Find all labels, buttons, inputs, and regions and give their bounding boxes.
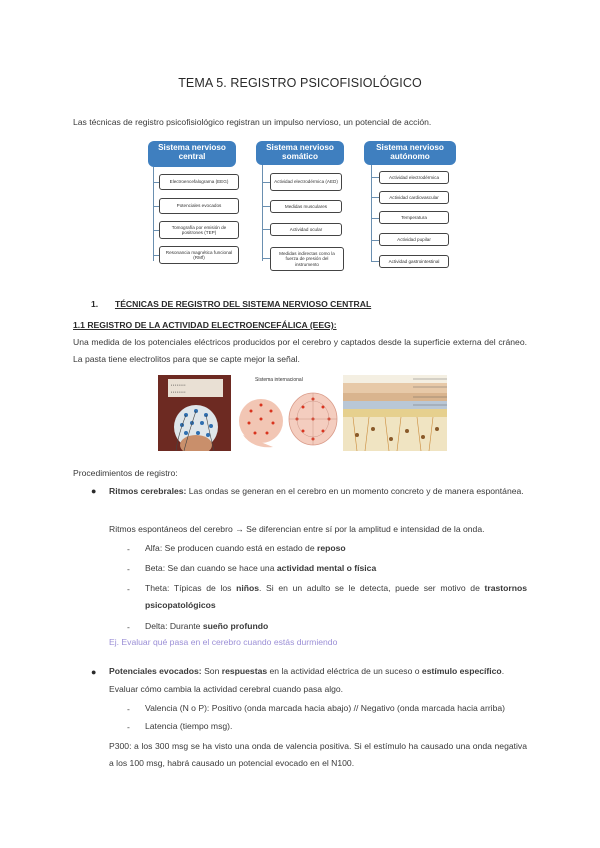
section-number: 1. [91,299,99,309]
diagram-box: Tomografía por emisión de positrones (TEP) [159,221,239,239]
section-title: TÉCNICAS DE REGISTRO DEL SISTEMA NERVIOSO CENTRAL [114,299,372,309]
dash-icon: - [127,704,130,714]
diagram-box: Medidas indirectas como la fuerza de presión del instrumento [270,247,344,271]
column-head-central: Sistema nervioso central [148,141,236,167]
p300-paragraph: P300: a los 300 msg se ha visto una onda de valencia positiva. Si el estímulo ha causado una onda negativa a los 100 msg, habrá causado un potencial evocado en el N100. [109,741,527,768]
diagram-box: Actividad gastrointestinal [379,255,449,268]
ritmos-text: Las ondas se generan en el cerebro en un momento concreto y de manera espontánea. [188,486,524,496]
scalp-electrode-diagram [233,375,341,451]
ritmo-delta: Delta: Durante sueño profundo [145,621,269,631]
dash-icon: - [127,544,130,554]
diagram-box: Potenciales evocados [159,198,239,214]
ritmo-theta: Theta: Típicas de los niños. Si en un adulto se le detecta, puede ser motivo de trastornos psicopatológicos [145,583,527,610]
cortex-layers-diagram [343,375,447,451]
diagram-box: Actividad cardiovascular [379,191,449,204]
valencia-item: Valencia (N o P): Positivo (onda marcada hacia abajo) // Negativo (onda marcada hacia arriba) [145,703,506,713]
diagram-box: Actividad pupilar [379,233,449,246]
procedures-label: Procedimientos de registro: [73,468,178,478]
bullet-icon: ● [91,667,97,677]
diagram-box: Actividad electrodérmica (AED) [270,173,342,191]
column-head-autonomic: Sistema nervioso autónomo [364,141,456,165]
bullet-icon: ● [91,486,97,496]
ritmos-note: Ritmos espontáneos del cerebro → Se diferencian entre sí por la amplitud e intensidad de la onda. [109,524,485,534]
example-note: Ej. Evaluar qué pasa en el cerebro cuando estás durmiendo [109,637,338,647]
intro-text: Las técnicas de registro psicofisiológico registran un impulso nervioso, un potencial de acción. [73,117,432,127]
scalp-diagram-caption: Sistema internacional [255,377,303,383]
ritmo-alfa: Alfa: Se producen cuando está en estado de reposo [145,543,346,553]
cortex-illustration [343,375,447,451]
ritmos-label: Ritmos cerebrales: [109,486,187,496]
eeg-cap-photo [158,375,231,451]
diagram-box: Actividad electrodérmica [379,171,449,184]
potenciales-paragraph: Potenciales evocados: Son respuestas en la actividad eléctrica de un suceso o estímulo específico. [109,666,505,676]
dash-icon: - [127,722,130,732]
diagram-box: Resonancia magnética funcional (RMf) [159,246,239,264]
dash-icon: - [127,564,130,574]
section-heading [91,299,371,309]
column-head-somatic: Sistema nervioso somático [256,141,344,165]
ritmo-beta: Beta: Se dan cuando se hace una actividad mental o física [145,563,377,573]
eeg-definition: Una medida de los potenciales eléctricos producidos por el cerebro y captados desde la superficie externa del cráneo. La pasta tiene electrolitos para que se capte mejor la señal. [73,337,527,364]
diagram-box: Temperatura [379,211,449,224]
diagram-box: Medidas musculares [270,200,342,213]
eeg-cap-illustration [158,375,231,451]
scalp-illustration [233,375,341,451]
svg-text:▪ ▪ ▪ ▪ ▪ ▪ ▪ ▪: ▪ ▪ ▪ ▪ ▪ ▪ ▪ ▪ [171,383,186,387]
subsection-heading: 1.1 REGISTRO DE LA ACTIVIDAD ELECTROENCEFÁLICA (EEG): [73,320,337,330]
latencia-item: Latencia (tiempo msg). [145,721,233,731]
page-title: TEMA 5. REGISTRO PSICOFISIOLÓGICO [178,76,422,90]
ritmos-paragraph [109,483,527,500]
nervous-system-diagram [0,0,600,280]
dash-icon: - [127,622,130,632]
diagram-box: Electroencefalograma (EEG) [159,174,239,190]
diagram-box: Actividad ocular [270,223,342,236]
potenciales-line2: Evaluar cómo cambia la actividad cerebral cuando pasa algo. [109,684,344,694]
dash-icon: - [127,584,130,594]
svg-text:▪ ▪ ▪ ▪ ▪ ▪ ▪ ▪: ▪ ▪ ▪ ▪ ▪ ▪ ▪ ▪ [171,390,186,394]
